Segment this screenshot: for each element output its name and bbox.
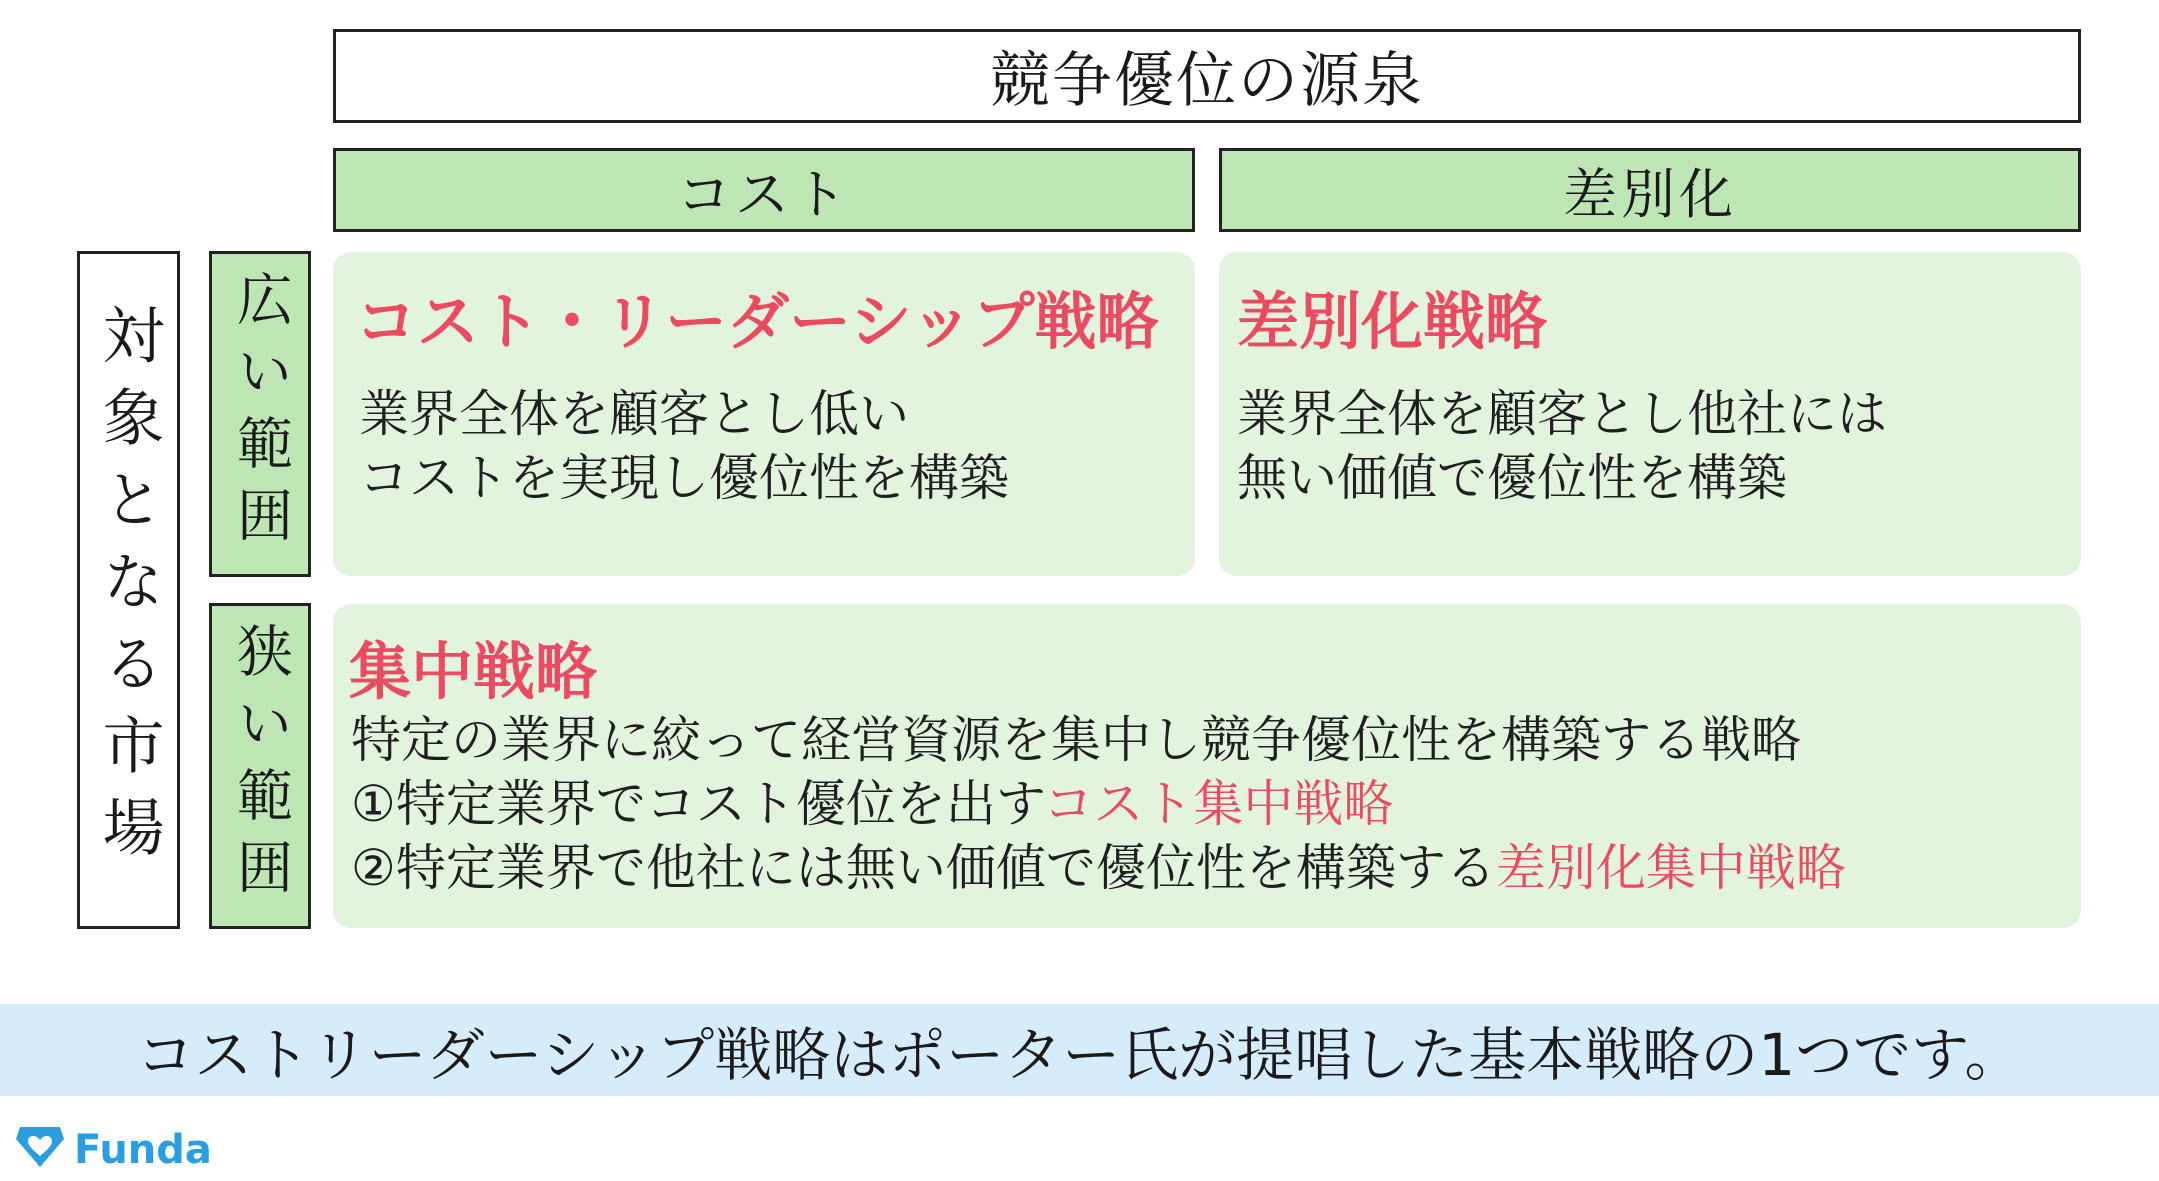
focus-line2 — [351, 772, 1393, 836]
logo-text: Funda — [74, 1127, 212, 1173]
focus-line1: 特定の業界に絞って経営資源を集中し競争優位性を構築する戦略 — [351, 711, 1801, 769]
row-label-narrow — [209, 603, 311, 929]
row-label-target-market-text: 対象となる市場 — [92, 303, 165, 877]
differentiation-line2: 無い価値で優位性を構築 — [1237, 449, 1787, 507]
differentiation-title: 差別化戦略 — [1237, 285, 1548, 358]
diagram-title — [333, 29, 2081, 123]
focus-line3-highlight: 差別化集中戦略 — [1495, 839, 1846, 897]
cost-leadership-title: コスト・リーダーシップ戦略 — [355, 285, 1159, 358]
focus-line3 — [351, 836, 1846, 900]
differentiation-card — [1219, 252, 2081, 576]
column-header-differentiation-label: 差別化 — [1563, 162, 1737, 226]
differentiation-line1: 業界全体を顧客とし他社には — [1237, 385, 1887, 443]
caption-banner — [0, 1004, 2159, 1096]
row-label-broad-text: 広い範囲 — [228, 270, 293, 558]
focus-card — [333, 604, 2081, 928]
caption-text: コストリーダーシップ戦略はポーター氏が提唱した基本戦略の1つです。 — [136, 1021, 2023, 1089]
focus-title: 集中戦略 — [349, 635, 598, 708]
focus-line3-prefix: ②特定業界で他社には無い価値で優位性を構築する — [351, 839, 1496, 897]
diamond-heart-icon — [14, 1119, 66, 1181]
cost-leadership-card — [333, 252, 1195, 576]
funda-logo — [14, 1124, 212, 1176]
row-label-narrow-text: 狭い範囲 — [228, 622, 293, 910]
row-label-broad — [209, 251, 311, 577]
column-header-differentiation — [1219, 148, 2081, 232]
column-header-cost-label: コスト — [677, 162, 851, 226]
focus-line2-prefix: ①特定業界でコスト優位を出す — [351, 775, 1044, 833]
column-header-cost — [333, 148, 1195, 232]
row-label-target-market — [77, 251, 180, 929]
focus-line2-highlight: コスト集中戦略 — [1043, 775, 1394, 833]
cost-leadership-line2: コストを実現し優位性を構築 — [359, 449, 1009, 507]
cost-leadership-line1: 業界全体を顧客とし低い — [359, 385, 909, 443]
diagram-title-text: 競争優位の源泉 — [990, 46, 1424, 116]
